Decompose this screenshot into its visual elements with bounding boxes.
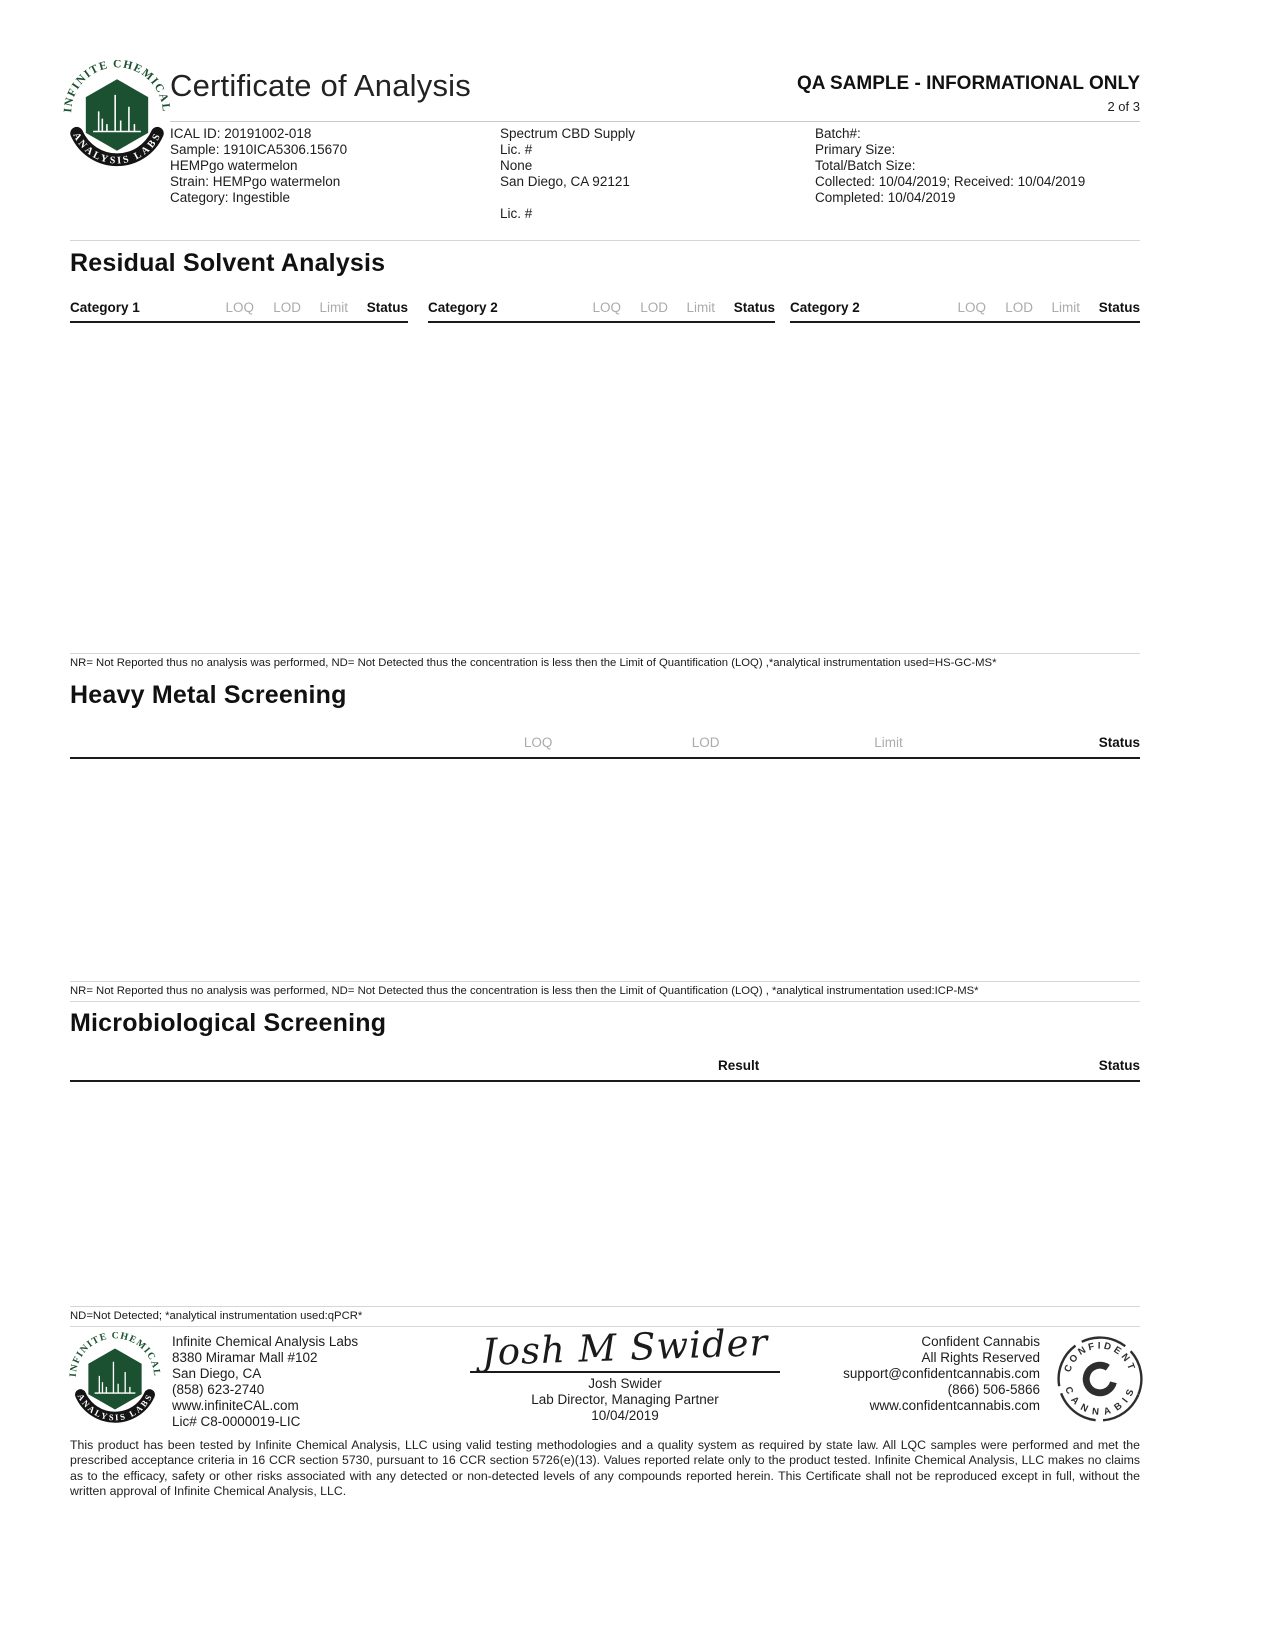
lab-address-city: San Diego, CA xyxy=(172,1366,262,1381)
solvents-footnote: NR= Not Reported thus no analysis was performed, ND= Not Detected thus the concentration is less then the Limit of Quantification (LOQ) ,*analytical instrumentation used=HS-GC-MS* xyxy=(70,653,1140,673)
confident-cannabis-block xyxy=(700,1334,1040,1414)
solvents-header-group-2 xyxy=(428,300,775,323)
legal-disclaimer: This product has been tested by Infinite Chemical Analysis, LLC using valid testing methodologies and a quality system as required by state law. All LQC samples were performed and met the prescribed acceptance criteria in 16 CCR section 5730, pursuant to 16 CCR section 5726(e)(13). Values reported relate only to the product tested. Infinite Chemical Analysis, LLC makes no claims as to the efficacy, safety or other risks associated with any detected or non-detected levels of any compounds reported herein. This Certificate shall not be reproduced except in full, without the written approval of Infinite Chemical Analysis, LLC. xyxy=(70,1438,1140,1498)
cc-email-link: support@confidentcannabis.com xyxy=(843,1366,1040,1381)
batch-info-column xyxy=(815,126,1145,206)
client-info-column xyxy=(500,126,805,222)
heavy-metals-section-title: Heavy Metal Screening xyxy=(70,681,347,709)
solvents-header-group-3 xyxy=(790,300,1140,323)
column-lod: LOD xyxy=(273,300,301,315)
column-category-2b: Category 2 xyxy=(790,300,860,315)
signer-name: Josh Swider xyxy=(588,1376,662,1391)
signature-handwriting: Josh M Swider xyxy=(481,1321,769,1374)
completed-date: Completed: 10/04/2019 xyxy=(815,190,956,205)
primary-size: Primary Size: xyxy=(815,142,896,157)
infinite-chemical-lab-logo-icon xyxy=(68,1332,162,1426)
micro-section-title: Microbiological Screening xyxy=(70,1009,387,1037)
ical-id: ICAL ID: 20191002-018 xyxy=(170,126,312,141)
solvents-section-title: Residual Solvent Analysis xyxy=(70,249,386,277)
page-title: Certificate of Analysis xyxy=(170,68,471,103)
sample-category: Category: Ingestible xyxy=(170,190,291,205)
lab-contact-block xyxy=(172,1334,358,1430)
section-divider xyxy=(70,240,1140,241)
column-status: Status xyxy=(733,300,775,315)
column-category-1: Category 1 xyxy=(70,300,140,315)
collected-received-dates: Collected: 10/04/2019; Received: 10/04/2019 xyxy=(815,174,1086,189)
cc-rights: All Rights Reserved xyxy=(921,1350,1040,1365)
column-loq: LOQ xyxy=(957,300,986,315)
cc-phone: (866) 506-5866 xyxy=(947,1382,1040,1397)
client-address: None xyxy=(500,158,533,173)
column-lod: LOD xyxy=(640,300,668,315)
infinite-chemical-lab-logo-icon xyxy=(62,60,172,170)
column-lod: LOD xyxy=(691,735,720,750)
column-lod: LOD xyxy=(1005,300,1033,315)
signer-role: Lab Director, Managing Partner xyxy=(531,1392,719,1407)
column-limit: Limit xyxy=(319,300,348,315)
column-status: Status xyxy=(1098,300,1140,315)
sample-id: Sample: 1910ICA5306.15670 xyxy=(170,142,348,157)
product-name: HEMPgo watermelon xyxy=(170,158,298,173)
column-limit: Limit xyxy=(1051,300,1080,315)
column-loq: LOQ xyxy=(225,300,254,315)
solvents-header-group-1 xyxy=(70,300,408,323)
heavy-metals-header-row xyxy=(70,735,1140,759)
column-result: Result xyxy=(718,1058,760,1073)
lab-website-link: www.infiniteCAL.com xyxy=(172,1398,299,1413)
header-divider xyxy=(170,121,1140,122)
qa-sample-banner: QA SAMPLE - INFORMATIONAL ONLY xyxy=(796,73,1140,94)
cc-website-link: www.confidentcannabis.com xyxy=(869,1398,1040,1413)
micro-header-row xyxy=(70,1058,1140,1082)
column-status: Status xyxy=(1098,735,1141,750)
client-license: Lic. # xyxy=(500,142,533,157)
page-number: 2 of 3 xyxy=(1107,99,1140,114)
blank-line xyxy=(500,190,805,206)
column-limit: Limit xyxy=(874,735,903,750)
cc-name: Confident Cannabis xyxy=(921,1334,1040,1349)
confident-cannabis-logo-icon xyxy=(1054,1333,1146,1425)
strain-name: Strain: HEMPgo watermelon xyxy=(170,174,341,189)
lab-name: Infinite Chemical Analysis Labs xyxy=(172,1334,359,1349)
distributor-license: Lic. # xyxy=(500,206,533,221)
column-status: Status xyxy=(366,300,408,315)
total-batch-size: Total/Batch Size: xyxy=(815,158,916,173)
micro-footnote: ND=Not Detected; *analytical instrumentation used:qPCR* xyxy=(70,1306,1140,1327)
column-loq: LOQ xyxy=(523,735,553,750)
heavy-metals-footnote: NR= Not Reported thus no analysis was performed, ND= Not Detected thus the concentration is less then the Limit of Quantification (LOQ) , *analytical instrumentation used:ICP-MS* xyxy=(70,981,1140,1002)
lab-address-street: 8380 Miramar Mall #102 xyxy=(172,1350,318,1365)
client-city: San Diego, CA 92121 xyxy=(500,174,630,189)
batch-number: Batch#: xyxy=(815,126,861,141)
signature-date: 10/04/2019 xyxy=(591,1408,659,1423)
client-name: Spectrum CBD Supply xyxy=(500,126,636,141)
column-loq: LOQ xyxy=(592,300,621,315)
lab-phone: (858) 623-2740 xyxy=(172,1382,265,1397)
column-category-2: Category 2 xyxy=(428,300,498,315)
lab-license: Lic# C8-0000019-LIC xyxy=(172,1414,301,1429)
sample-info-column xyxy=(170,126,492,206)
column-limit: Limit xyxy=(686,300,715,315)
column-status: Status xyxy=(1098,1058,1140,1073)
